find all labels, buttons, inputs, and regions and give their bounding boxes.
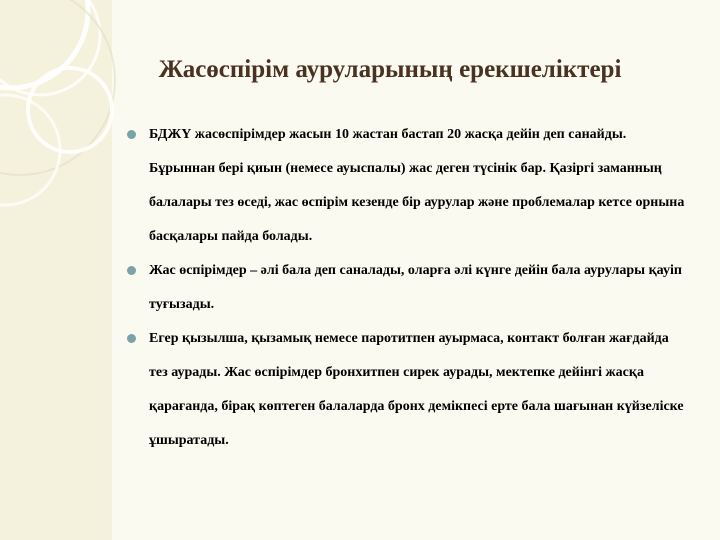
bullet-text: БДЖҮ жасөспірімдер жасын 10 жастан бастап 20 жасқа дейін деп санайды. Бұрыннан бері қиын (немесе ауыспалы) жас деген түсінік бар. Қазіргі заманның балалары тез өседі, жас өспірім кезенде бір аурулар және проблемалар кетсе орнына басқалары пайда болады. — [149, 127, 685, 244]
bullet-text: Егер қызылша, қызамық немесе паротитпен ауырмаса, контакт болған жағдайда тез аурады. Жас өспірімдер бронхитпен сирек аурады, мектепке дейінгі жасқа қарағанда, бірақ көптеген балаларда бронх демікпесі ерте бала шағынан күйзеліске ұшыратады. — [149, 331, 684, 448]
list-item — [127, 254, 687, 322]
slide-title: Жасөспірім ауруларының ерекшеліктері — [158, 56, 622, 83]
bullet-dot-icon — [127, 266, 136, 275]
list-item — [127, 322, 687, 458]
bullet-dot-icon — [127, 334, 136, 343]
bullet-text: Жас өспірімдер – әлі бала деп саналады, оларға әлі күнге дейін бала аурулары қауіп туғызады. — [149, 263, 682, 312]
list-item — [127, 118, 687, 254]
bullet-dot-icon — [127, 130, 136, 139]
bullet-list — [127, 118, 687, 458]
